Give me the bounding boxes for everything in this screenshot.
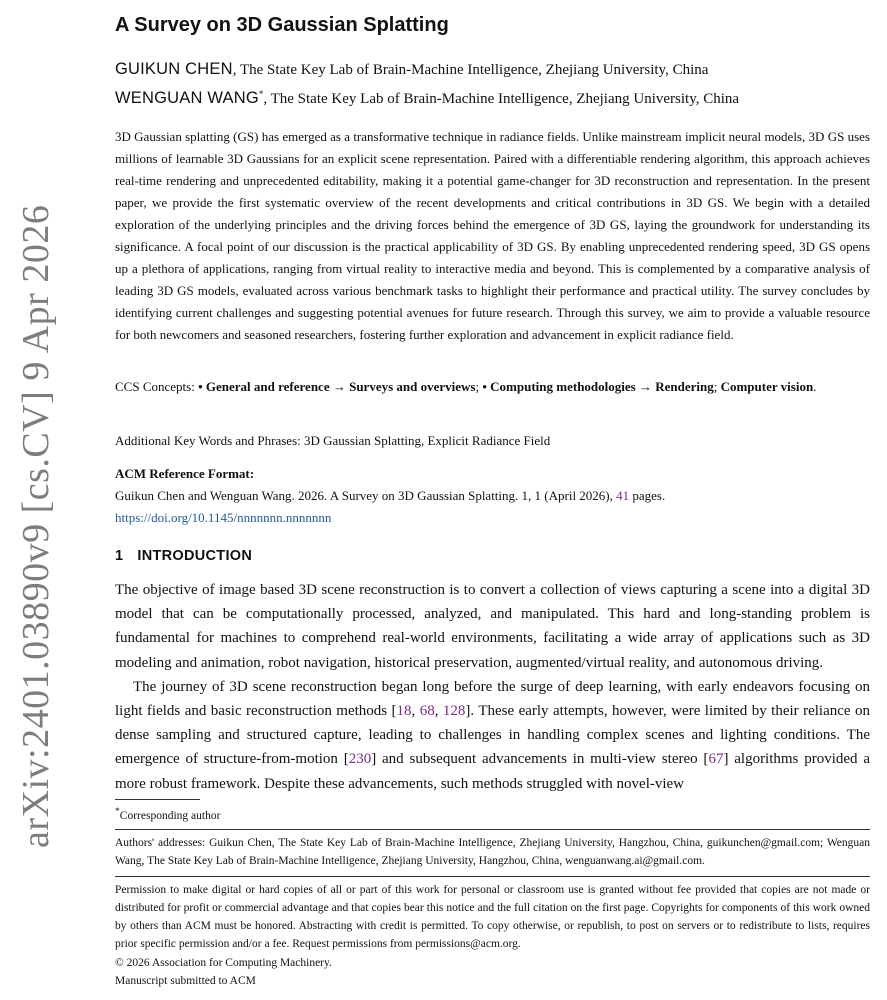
footnote bbox=[115, 803, 220, 825]
ccs-item: Computer vision bbox=[720, 379, 814, 394]
ccs-item: Computing methodologies → Rendering bbox=[490, 379, 714, 394]
abstract: 3D Gaussian splatting (GS) has emerged as a transformative technique in radiance fields. Unlike mainstream implicit neural models, 3D GS uses millions of learnable 3D Gaussians for an explicit scene representation. Paired with a differentiable rendering algorithm, this approach achieves real-time rendering and unprecedented editability, making it a potential game-changer for 3D reconstruction and representation. In the present paper, we provide the first systematic overview of the recent developments and critical contributions in 3D GS. We begin with a detailed exploration of the underlying principles and the driving forces behind the emergence of 3D GS, laying the groundwork for understanding its significance. A focal point of our discussion is the practical applicability of 3D GS. By enabling unprecedented rendering speed, 3D GS opens up a plethora of applications, ranging from virtual reality to interactive media and beyond. This is complemented by a comparative analysis of leading 3D GS models, evaluated across various benchmark tasks to highlight their performance and practical utility. The survey concludes by identifying current challenges and suggesting potential avenues for future research. Through this survey, we aim to provide a valuable resource for both newcomers and seasoned researchers, fostering further exploration and advancement in explicit radiance field. bbox=[115, 129, 870, 342]
acm-reference-text: pages. bbox=[629, 488, 666, 503]
ccs-end: . bbox=[813, 379, 817, 394]
ccs-bullet: • bbox=[482, 379, 491, 394]
paragraph-text: ]. These early attempts, however, were limited by their reliance on dense sampling and structured capture, leading to challenges in handling complex scenes and lighting conditions. The emergence of structure-from-motion [ bbox=[115, 703, 870, 768]
permission-notice: Permission to make digital or hard copies of all or part of this work for personal or classroom use is granted without fee provided that copies are not made or distributed for profit or commercial advantage and that copies bear this notice and the full citation on the first page. Copyrights for components of this work owned by others than ACM must be honored. Abstracting with credit is permitted. To copy otherwise, or republish, to post on servers or to redistribute to lists, requires prior specific permission and/or a fee. Request permissions from permissions@acm.org. bbox=[115, 884, 870, 950]
citation-link[interactable]: 18 bbox=[396, 703, 412, 720]
divider bbox=[115, 829, 870, 830]
arxiv-identifier: arXiv:2401.03890v9 [cs.CV] 9 Apr 2026 bbox=[15, 204, 57, 848]
keywords: Additional Key Words and Phrases: 3D Gaussian Splatting, Explicit Radiance Field bbox=[115, 433, 551, 448]
footnote-marker: * bbox=[115, 806, 120, 817]
ccs-separator: ; bbox=[713, 379, 721, 394]
body-text bbox=[115, 578, 870, 796]
paragraph-text: ] algorithms provided a more robust framework. Despite these advancements, such methods struggled with novel-view bbox=[115, 751, 870, 792]
author-affiliation: , The State Key Lab of Brain-Machine Intelligence, Zhejiang University, China bbox=[263, 91, 740, 107]
author-name: WENGUAN WANG bbox=[115, 89, 259, 107]
author-name: GUIKUN CHEN bbox=[115, 60, 233, 78]
author-line bbox=[115, 89, 739, 108]
manuscript-note: Manuscript submitted to ACM bbox=[115, 975, 256, 987]
doi-link[interactable]: https://doi.org/10.1145/nnnnnnn.nnnnnnn bbox=[115, 510, 332, 525]
ccs-concepts bbox=[115, 376, 870, 398]
citation-link[interactable]: 68 bbox=[419, 703, 435, 720]
copyright-notice: © 2026 Association for Computing Machinery. bbox=[115, 957, 332, 969]
authors-addresses: Authors' addresses: Guikun Chen, The State Key Lab of Brain-Machine Intelligence, Zhejiang University, Hangzhou, China, guikunchen@gmail.com; Wenguan Wang, The State Key Lab of Brain-Machine Intelligence, Zhejiang University, Hangzhou, China, wenguanwang.ai@gmail.com. bbox=[115, 837, 870, 867]
ccs-item: General and reference → Surveys and overviews bbox=[205, 379, 476, 394]
citation-link[interactable]: 128 bbox=[442, 703, 466, 720]
ccs-separator: ; bbox=[475, 379, 483, 394]
paragraph-text: , bbox=[411, 703, 420, 720]
paragraph-text: , bbox=[434, 703, 443, 720]
citation-link[interactable]: 230 bbox=[348, 751, 372, 768]
author-affiliation: , The State Key Lab of Brain-Machine Intelligence, Zhejiang University, China bbox=[232, 62, 709, 78]
paragraph-text: ] and subsequent advancements in multi-view stereo [ bbox=[371, 751, 709, 768]
acm-reference-text: Guikun Chen and Wenguan Wang. 2026. A Survey on 3D Gaussian Splatting. 1, 1 (April 2026), bbox=[115, 488, 617, 503]
ccs-label: CCS Concepts: bbox=[115, 379, 199, 394]
footnote-text: Corresponding author bbox=[119, 809, 221, 822]
paragraph bbox=[115, 675, 870, 796]
author-line bbox=[115, 60, 708, 79]
section-number: 1 bbox=[115, 548, 124, 564]
citation-link[interactable]: 67 bbox=[708, 751, 724, 768]
divider bbox=[115, 876, 870, 877]
ccs-bullet: • bbox=[198, 379, 206, 394]
section-heading bbox=[115, 548, 252, 564]
page-count-link[interactable]: 41 bbox=[616, 488, 630, 503]
acm-reference bbox=[115, 485, 870, 529]
section-title: INTRODUCTION bbox=[137, 548, 253, 564]
paper-title: A Survey on 3D Gaussian Splatting bbox=[115, 14, 449, 36]
author-marker: * bbox=[258, 89, 264, 99]
footnote-divider bbox=[115, 799, 200, 800]
acm-reference-heading: ACM Reference Format: bbox=[115, 466, 255, 481]
paragraph: The objective of image based 3D scene reconstruction is to convert a collection of views capturing a scene into a digital 3D model that can be computationally processed, analyzed, and manipulated. This hard and long-standing problem is fundamental for machines to comprehend real-world environments, facilitating a wide array of applications such as 3D modeling and animation, robot navigation, historical preservation, augmented/virtual reality, and autonomous driving. bbox=[115, 582, 870, 671]
paragraph-text: The journey of 3D scene reconstruction began long before the surge of deep learning, with early endeavors focusing on light fields and basic reconstruction methods [ bbox=[115, 678, 870, 720]
